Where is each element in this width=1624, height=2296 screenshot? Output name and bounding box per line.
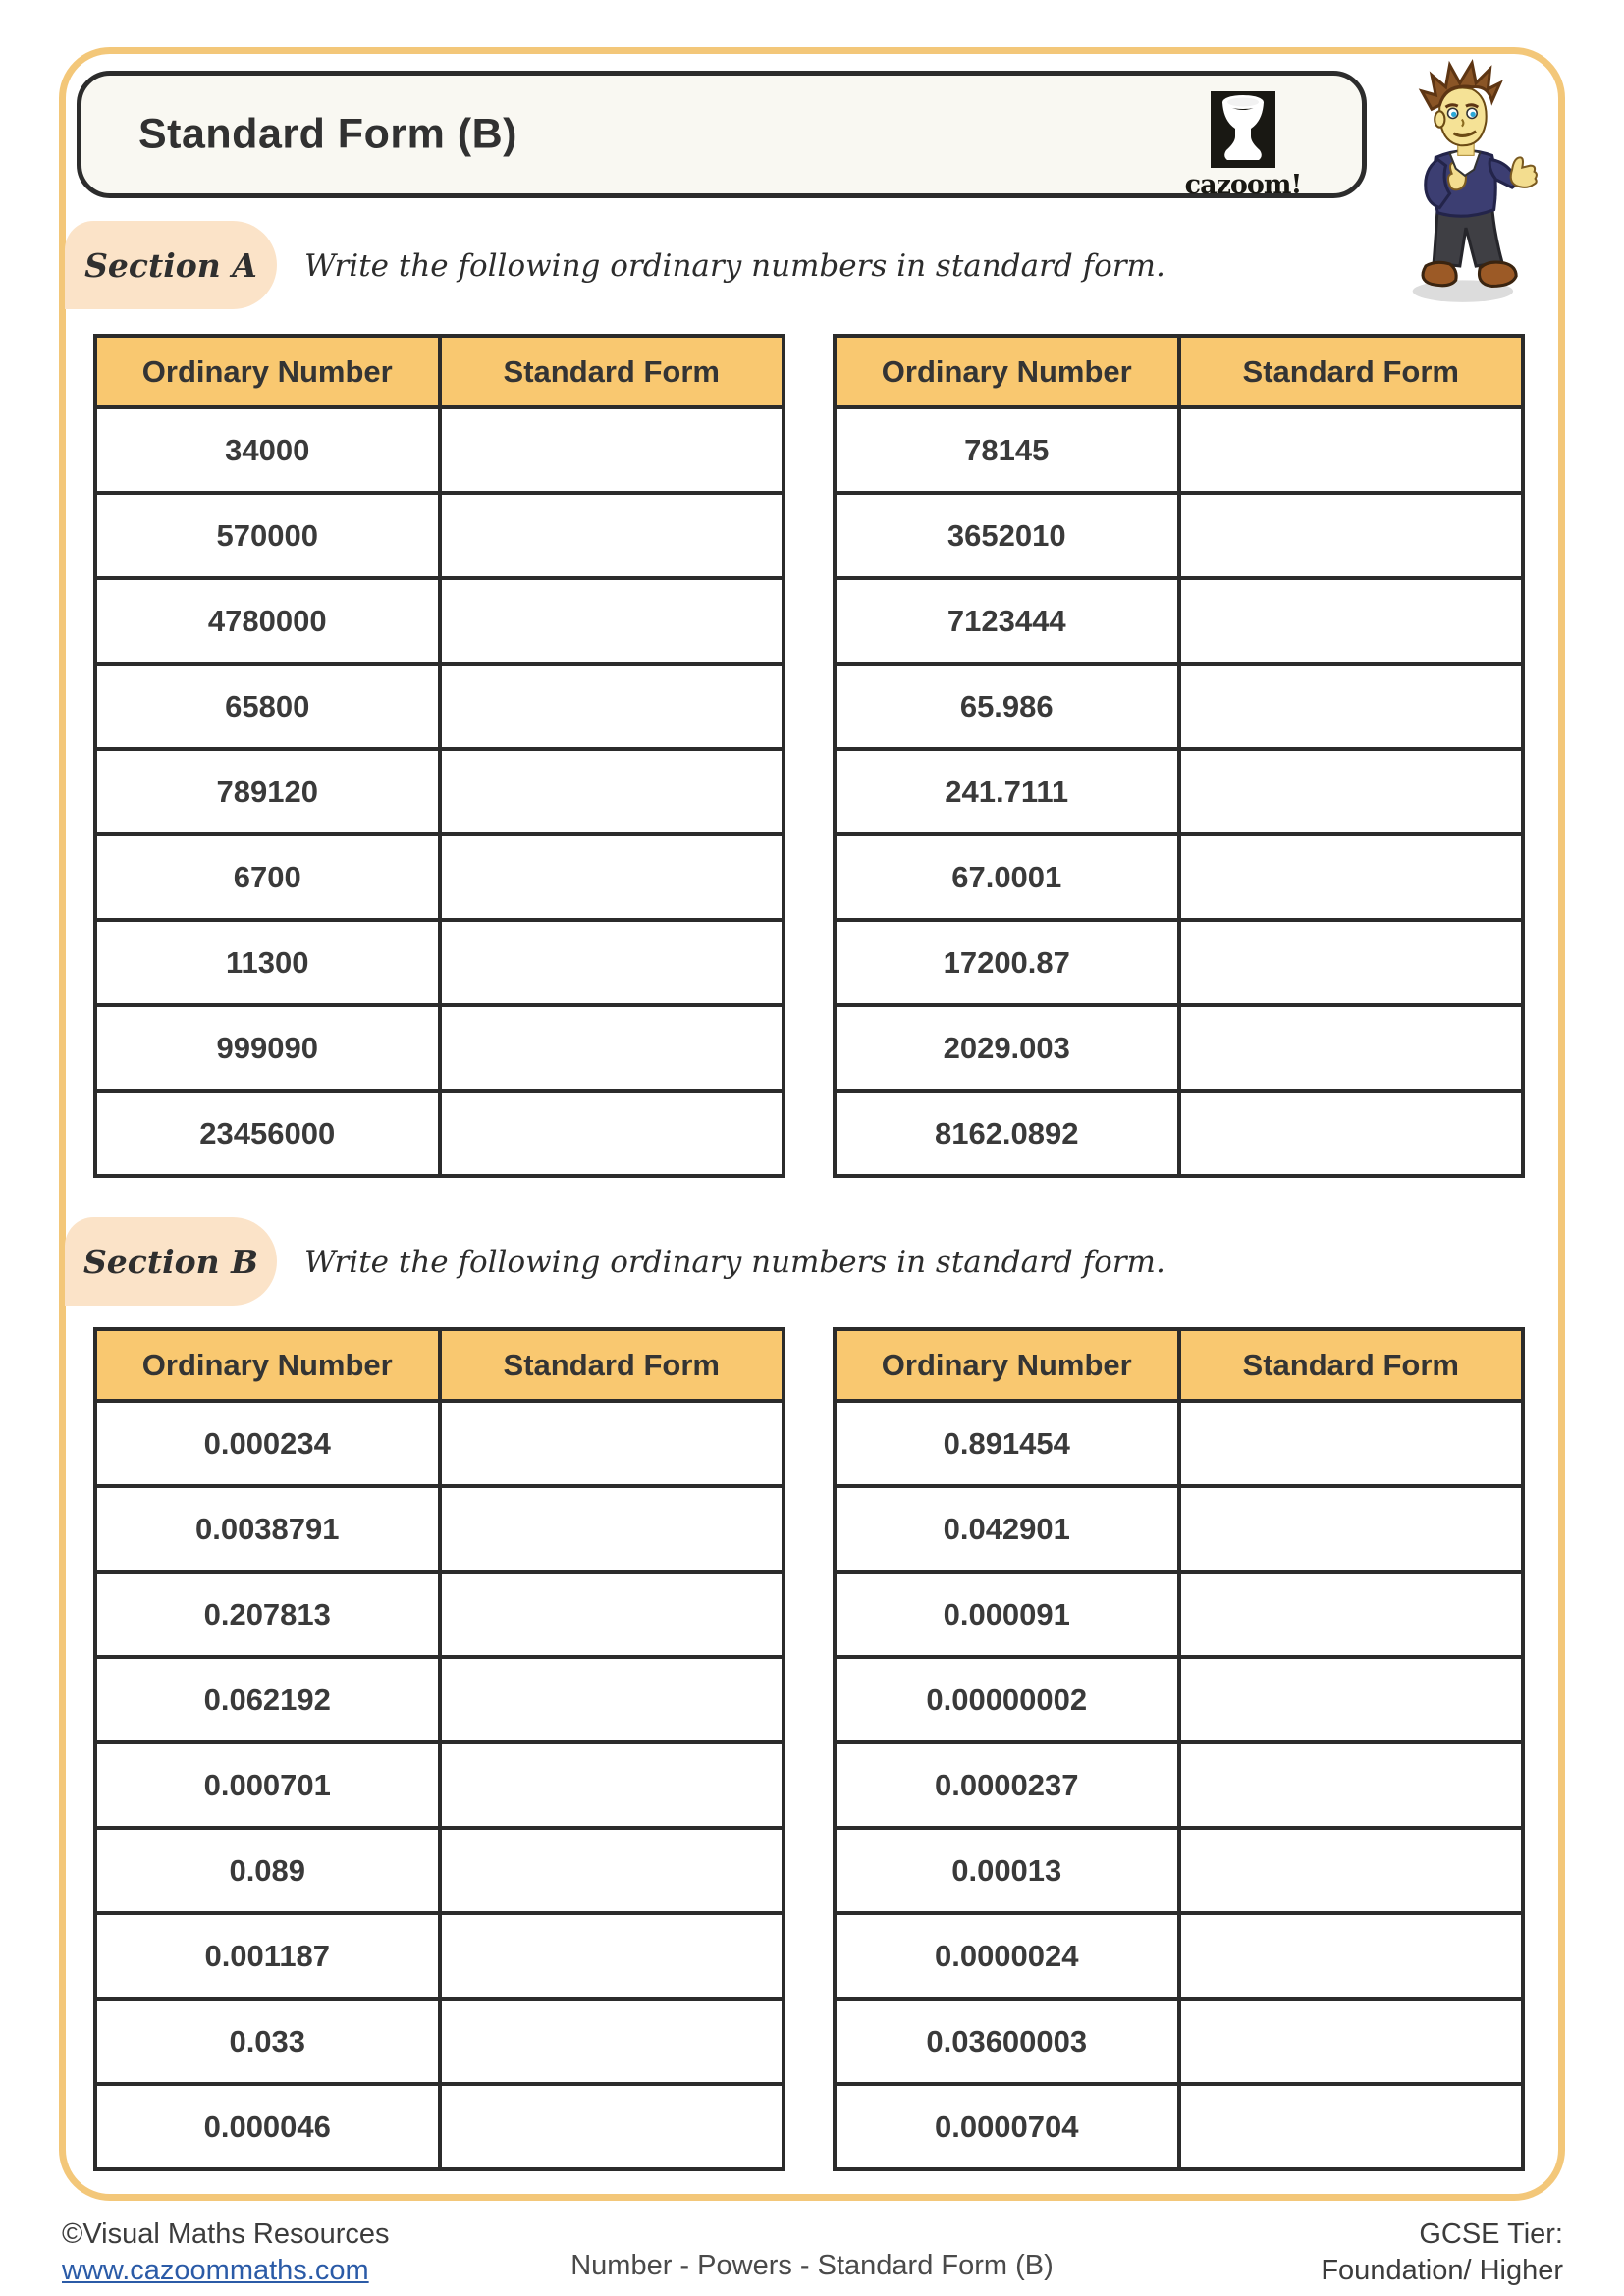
ordinary-number-cell: 23456000 — [95, 1091, 440, 1176]
header-row — [95, 1329, 784, 1401]
table-row — [95, 2084, 784, 2169]
standard-form-answer-cell — [1179, 493, 1524, 578]
standard-form-answer-cell — [440, 1486, 785, 1572]
header-row — [835, 1329, 1523, 1401]
table-row — [95, 1401, 784, 1486]
standard-form-answer-cell — [1179, 1913, 1524, 1999]
ordinary-number-cell: 11300 — [95, 920, 440, 1005]
standard-form-answer-cell — [440, 1401, 785, 1486]
ordinary-number-cell: 34000 — [95, 407, 440, 493]
footer-tier-label: GCSE Tier: — [1419, 2218, 1563, 2250]
column-header: Ordinary Number — [95, 336, 440, 407]
table-row — [95, 1091, 784, 1176]
standard-form-answer-cell — [1179, 1999, 1524, 2084]
table-row — [95, 1999, 784, 2084]
mascot-boy-illustration — [1386, 57, 1549, 308]
ordinary-number-cell: 0.0000704 — [835, 2084, 1179, 2169]
header-row — [835, 336, 1523, 407]
ordinary-number-cell: 78145 — [835, 407, 1179, 493]
table-row — [95, 749, 784, 834]
standard-form-answer-cell — [440, 749, 785, 834]
standard-form-answer-cell — [1179, 578, 1524, 664]
standard-form-answer-cell — [440, 1091, 785, 1176]
standard-form-answer-cell — [1179, 1005, 1524, 1091]
ordinary-number-cell: 0.001187 — [95, 1913, 440, 1999]
footer-worksheet-ref: Number - Powers - Standard Form (B) — [570, 2250, 1054, 2281]
ordinary-number-cell: 0.891454 — [835, 1401, 1179, 1486]
ordinary-number-cell: 4780000 — [95, 578, 440, 664]
standard-form-answer-cell — [1179, 834, 1524, 920]
ordinary-number-cell: 2029.003 — [835, 1005, 1179, 1091]
column-header: Standard Form — [440, 336, 785, 407]
standard-form-answer-cell — [440, 407, 785, 493]
standard-form-answer-cell — [440, 1657, 785, 1742]
table-row — [835, 1913, 1523, 1999]
footer-copyright: ©Visual Maths Resources — [62, 2218, 390, 2250]
table-row — [835, 578, 1523, 664]
standard-form-answer-cell — [1179, 1828, 1524, 1913]
ordinary-number-cell: 0.042901 — [835, 1486, 1179, 1572]
ordinary-number-cell: 0.000091 — [835, 1572, 1179, 1657]
ordinary-number-cell: 0.0000237 — [835, 1742, 1179, 1828]
ordinary-number-cell: 789120 — [95, 749, 440, 834]
standard-form-answer-cell — [440, 1572, 785, 1657]
page-title: Standard Form (B) — [138, 110, 517, 158]
cazoom-logo-text: cazoom! — [1184, 170, 1302, 200]
ordinary-number-cell: 65.986 — [835, 664, 1179, 749]
ordinary-number-cell: 0.0000024 — [835, 1913, 1179, 1999]
ordinary-number-cell: 65800 — [95, 664, 440, 749]
standard-form-answer-cell — [440, 920, 785, 1005]
table-row — [95, 1742, 784, 1828]
standard-form-answer-cell — [440, 1828, 785, 1913]
table-row — [835, 2084, 1523, 2169]
ordinary-number-cell: 17200.87 — [835, 920, 1179, 1005]
table-row — [95, 1005, 784, 1091]
ordinary-number-cell: 241.7111 — [835, 749, 1179, 834]
table-row — [835, 1742, 1523, 1828]
ordinary-number-cell: 0.00000002 — [835, 1657, 1179, 1742]
drum-icon — [1211, 91, 1275, 168]
standard-form-answer-cell — [440, 1742, 785, 1828]
table-row — [95, 578, 784, 664]
ordinary-number-cell: 0.03600003 — [835, 1999, 1179, 2084]
table-row — [95, 1486, 784, 1572]
table-row — [95, 1913, 784, 1999]
standard-form-answer-cell — [440, 578, 785, 664]
table-row — [95, 1572, 784, 1657]
section-a-badge — [65, 221, 277, 309]
table-row — [95, 1828, 784, 1913]
table-row — [835, 664, 1523, 749]
standard-form-answer-cell — [440, 1005, 785, 1091]
standard-form-answer-cell — [1179, 664, 1524, 749]
table-row — [835, 407, 1523, 493]
ordinary-number-cell: 8162.0892 — [835, 1091, 1179, 1176]
table-row — [95, 834, 784, 920]
ordinary-number-cell: 0.000046 — [95, 2084, 440, 2169]
section-b-table-left — [93, 1327, 785, 2171]
cazoom-logo — [1169, 91, 1317, 200]
column-header: Ordinary Number — [95, 1329, 440, 1401]
standard-form-answer-cell — [440, 1913, 785, 1999]
table-row — [95, 1657, 784, 1742]
ordinary-number-cell: 0.033 — [95, 1999, 440, 2084]
standard-form-answer-cell — [1179, 920, 1524, 1005]
table-row — [835, 1005, 1523, 1091]
ordinary-number-cell: 570000 — [95, 493, 440, 578]
column-header: Standard Form — [1179, 1329, 1524, 1401]
ordinary-number-cell: 0.000234 — [95, 1401, 440, 1486]
table-row — [95, 920, 784, 1005]
column-header: Standard Form — [440, 1329, 785, 1401]
table-row — [835, 749, 1523, 834]
ordinary-number-cell: 7123444 — [835, 578, 1179, 664]
column-header: Ordinary Number — [835, 1329, 1179, 1401]
table-row — [835, 1486, 1523, 1572]
standard-form-answer-cell — [1179, 407, 1524, 493]
standard-form-answer-cell — [440, 1999, 785, 2084]
section-b-table-right — [833, 1327, 1525, 2171]
standard-form-answer-cell — [1179, 1657, 1524, 1742]
standard-form-answer-cell — [1179, 1572, 1524, 1657]
standard-form-answer-cell — [1179, 1091, 1524, 1176]
title-box — [77, 71, 1367, 198]
ordinary-number-cell: 0.00013 — [835, 1828, 1179, 1913]
footer-left — [62, 2216, 390, 2289]
ordinary-number-cell: 6700 — [95, 834, 440, 920]
column-header: Ordinary Number — [835, 336, 1179, 407]
standard-form-answer-cell — [1179, 1401, 1524, 1486]
table-row — [835, 493, 1523, 578]
section-a-instruction: Write the following ordinary numbers in standard form. — [304, 248, 1165, 284]
table-row — [835, 834, 1523, 920]
footer-right — [1321, 2216, 1563, 2289]
ordinary-number-cell: 3652010 — [835, 493, 1179, 578]
ordinary-number-cell: 0.062192 — [95, 1657, 440, 1742]
footer-website-link[interactable]: www.cazoommaths.com — [62, 2255, 369, 2286]
table-row — [95, 664, 784, 749]
standard-form-answer-cell — [440, 2084, 785, 2169]
table-row — [835, 1401, 1523, 1486]
ordinary-number-cell: 0.000701 — [95, 1742, 440, 1828]
standard-form-answer-cell — [1179, 1486, 1524, 1572]
standard-form-answer-cell — [440, 664, 785, 749]
table-row — [95, 493, 784, 578]
section-a-table-left — [93, 334, 785, 1178]
standard-form-answer-cell — [440, 834, 785, 920]
ordinary-number-cell: 0.207813 — [95, 1572, 440, 1657]
section-b-badge — [65, 1217, 277, 1306]
standard-form-answer-cell — [1179, 749, 1524, 834]
section-a-label: Section A — [84, 245, 257, 285]
table-row — [835, 1828, 1523, 1913]
ordinary-number-cell: 0.0038791 — [95, 1486, 440, 1572]
ordinary-number-cell: 0.089 — [95, 1828, 440, 1913]
header-row — [95, 336, 784, 407]
table-row — [835, 1572, 1523, 1657]
ordinary-number-cell: 67.0001 — [835, 834, 1179, 920]
table-row — [95, 407, 784, 493]
column-header: Standard Form — [1179, 336, 1524, 407]
table-row — [835, 1999, 1523, 2084]
ordinary-number-cell: 999090 — [95, 1005, 440, 1091]
table-row — [835, 1091, 1523, 1176]
standard-form-answer-cell — [1179, 2084, 1524, 2169]
standard-form-answer-cell — [440, 493, 785, 578]
section-b-label: Section B — [82, 1242, 259, 1281]
table-row — [835, 920, 1523, 1005]
section-a-table-right — [833, 334, 1525, 1178]
table-row — [835, 1657, 1523, 1742]
section-b-instruction: Write the following ordinary numbers in standard form. — [304, 1245, 1165, 1280]
footer-tier-value: Foundation/ Higher — [1321, 2255, 1563, 2286]
standard-form-answer-cell — [1179, 1742, 1524, 1828]
